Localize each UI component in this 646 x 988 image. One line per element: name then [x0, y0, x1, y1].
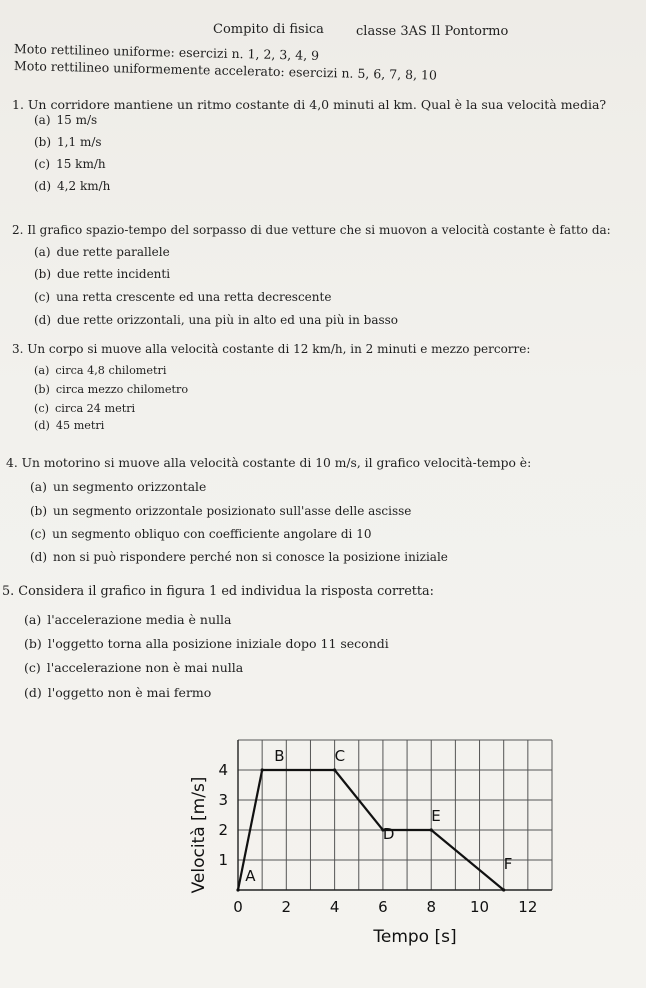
option-label: (b) [34, 383, 50, 396]
option-label: (a) [34, 364, 50, 377]
chart-svg [190, 735, 570, 965]
option-label: (c) [30, 527, 47, 541]
option-d[interactable] [30, 550, 448, 564]
option-label: (a) [30, 480, 47, 494]
option-a[interactable] [24, 612, 231, 627]
option-c[interactable] [24, 660, 243, 675]
y-tick-label: 2 [218, 821, 228, 839]
option-text: due rette parallele [56, 245, 170, 259]
question-text: 3. Un corpo si muove alla velocità costante di 12 km/h, in 2 minuti e mezzo percorre: [12, 342, 531, 356]
option-text: circa mezzo chilometro [55, 383, 189, 396]
option-text: 1,1 m/s [57, 135, 102, 149]
x-tick-label: 2 [281, 898, 292, 916]
point-label: D [382, 825, 395, 843]
option-text: non si può rispondere perché non si conosce la posizione iniziale [53, 550, 448, 564]
x-tick-label: 8 [426, 898, 437, 916]
series-point [261, 768, 264, 771]
option-text: l'accelerazione non è mai nulla [46, 660, 244, 675]
point-label: F [503, 855, 513, 873]
series-point [502, 888, 505, 891]
option-label: (b) [34, 135, 52, 149]
option-label: (d) [34, 313, 52, 327]
option-a[interactable] [30, 480, 206, 494]
option-b[interactable] [34, 135, 102, 149]
option-a[interactable] [34, 245, 170, 259]
option-b[interactable] [34, 267, 170, 281]
option-b[interactable] [24, 636, 389, 651]
option-c[interactable] [34, 402, 135, 415]
option-text: l'accelerazione media è nulla [47, 612, 232, 627]
question-text: 5. Considera il grafico in figura 1 ed individua la risposta corretta: [2, 584, 434, 599]
option-label: (c) [34, 290, 51, 304]
option-d[interactable] [34, 419, 104, 432]
option-text: due rette orizzontali, una più in alto ed una più in basso [57, 313, 399, 327]
page-title: Compito di fisica [213, 22, 324, 37]
series-point [236, 888, 239, 891]
option-text: un segmento orizzontale [52, 480, 207, 494]
option-label: (b) [24, 636, 42, 651]
series-point [430, 828, 433, 831]
point-label: C [334, 747, 346, 765]
option-label: (d) [30, 550, 48, 564]
topic-line: Moto rettilineo uniformemente accelerato: esercizi n. 5, 6, 7, 8, 10 [13, 58, 438, 83]
point-label: E [431, 807, 441, 825]
option-text: due rette incidenti [57, 267, 171, 281]
option-c[interactable] [30, 527, 371, 541]
option-text: circa 24 metri [55, 402, 136, 415]
series-point [333, 768, 336, 771]
option-label: (c) [24, 660, 41, 675]
x-tick-label: 10 [469, 898, 490, 916]
option-b[interactable] [34, 383, 188, 396]
velocity-time-chart [190, 735, 570, 965]
option-text: l'oggetto non è mai fermo [47, 685, 212, 700]
point-label: B [274, 747, 285, 765]
y-tick-label: 3 [218, 791, 228, 809]
option-a[interactable] [34, 364, 166, 377]
x-tick-label: 4 [329, 898, 340, 916]
option-label: (c) [34, 402, 49, 415]
option-label: (d) [34, 179, 52, 193]
y-tick-label: 4 [218, 761, 228, 779]
y-tick-label: 1 [218, 851, 228, 869]
option-text: 15 m/s [56, 113, 98, 127]
topic-line: Moto rettilineo uniforme: esercizi n. 1, 2, 3, 4, 9 [13, 41, 320, 63]
question-text: 1. Un corridore mantiene un ritmo costante di 4,0 minuti al km. Qual è la sua velocità media? [12, 97, 607, 112]
point-label: A [245, 867, 256, 885]
question-text: 2. Il grafico spazio-tempo del sorpasso di due vetture che si muovon a velocità costante è fatto da: [12, 223, 611, 237]
option-text: 15 km/h [56, 157, 106, 171]
option-d[interactable] [24, 685, 211, 700]
option-label: (d) [24, 685, 42, 700]
option-text: 4,2 km/h [57, 179, 111, 193]
x-tick-label: 0 [233, 898, 243, 916]
option-d[interactable] [34, 179, 110, 193]
option-label: (d) [34, 419, 50, 432]
option-text: un segmento orizzontale posizionato sull'asse delle ascisse [53, 504, 412, 518]
option-text: circa 4,8 chilometri [55, 364, 167, 377]
option-c[interactable] [34, 157, 106, 171]
option-label: (b) [30, 504, 48, 518]
x-tick-label: 6 [378, 898, 388, 916]
option-text: un segmento obliquo con coefficiente angolare di 10 [52, 527, 372, 541]
y-axis-title: Velocità [m/s] [190, 776, 209, 894]
option-label: (a) [24, 612, 42, 627]
x-tick-label: 12 [518, 898, 538, 916]
option-c[interactable] [34, 290, 331, 304]
class-label: classe 3AS Il Pontormo [356, 24, 509, 39]
question-text: 4. Un motorino si muove alla velocità costante di 10 m/s, il grafico velocità-tempo è: [6, 456, 532, 470]
option-text: 45 metri [55, 419, 105, 432]
option-text: una retta crescente ed una retta decrescente [56, 290, 332, 304]
option-label: (a) [34, 245, 51, 259]
option-text: l'oggetto torna alla posizione iniziale dopo 11 secondi [47, 636, 389, 651]
option-d[interactable] [34, 313, 398, 327]
x-axis-title: Tempo [s] [373, 927, 457, 947]
option-a[interactable] [34, 113, 97, 127]
option-label: (a) [34, 113, 51, 127]
chart-labels [190, 747, 537, 947]
option-label: (c) [34, 157, 51, 171]
option-label: (b) [34, 267, 52, 281]
option-b[interactable] [30, 504, 411, 518]
